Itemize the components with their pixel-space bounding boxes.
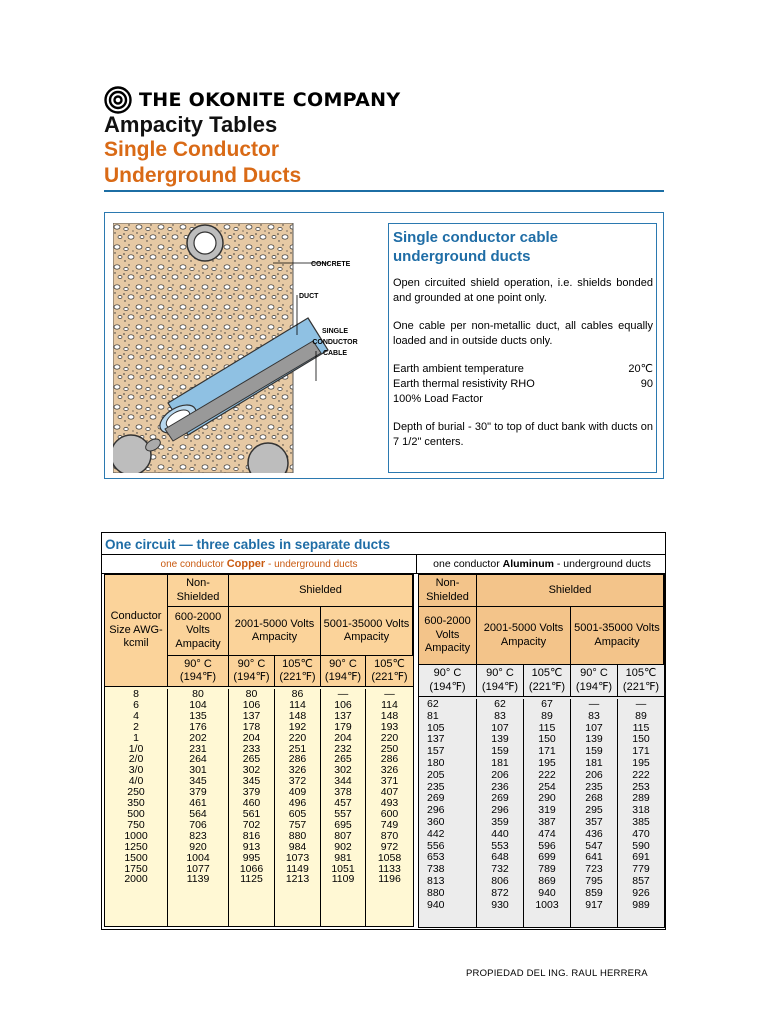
ambient-label: Earth ambient temperature xyxy=(393,363,524,375)
column-al-5001-105-cell: 470 xyxy=(632,827,650,840)
column-al-5001-105-cell: 691 xyxy=(632,851,650,864)
column-cu-5001-105-cell: 1196 xyxy=(378,873,401,886)
page-subtitle-line2: Underground Ducts xyxy=(104,164,302,187)
column-conductor-size-cell: 1500 xyxy=(124,851,148,864)
footer-text: PROPIEDAD DEL ING. RAUL HERRERA xyxy=(466,968,648,979)
header-90c: 90° C (194℉) xyxy=(321,656,366,687)
column-cu-2001-105-cell: 192 xyxy=(288,720,307,733)
header-90c: 90° C (194℉) xyxy=(229,656,275,687)
column-cu-nonshielded-90-cell: 564 xyxy=(189,807,207,820)
column-cu-2001-105-cell: 114 xyxy=(289,698,306,711)
column-cu-2001-90-cell: 137 xyxy=(242,709,261,722)
column-cu-2001-90-cell: 995 xyxy=(242,851,261,864)
header-non-shielded: Non-Shielded xyxy=(168,575,229,607)
al-header-600-2000: 600-2000 Volts Ampacity xyxy=(419,607,477,665)
label-concrete: CONCRETE xyxy=(311,261,351,268)
column-al-5001-105-cell: 222 xyxy=(632,768,650,781)
column-cu-5001-90-cell: 902 xyxy=(334,840,352,853)
column-al-5001-90-cell: 917 xyxy=(585,898,603,911)
column-cu-5001-90-cell: 302 xyxy=(334,764,352,777)
al-header-90c: 90° C (194℉) xyxy=(571,665,618,697)
column-cu-2001-90-cell: 816 xyxy=(242,829,261,842)
column-cu-2001-90-cell: 178 xyxy=(242,720,261,733)
column-al-2001-105-cell: 789 xyxy=(538,863,556,876)
column-cu-2001-105 xyxy=(275,689,321,926)
column-al-nonshielded-90-cell: 738 xyxy=(427,863,445,876)
column-cu-5001-90 xyxy=(321,689,366,926)
column-al-2001-90-cell: 62 xyxy=(494,698,506,710)
column-cu-2001-105-cell: 1073 xyxy=(285,851,310,864)
column-al-5001-105 xyxy=(618,699,664,927)
column-al-5001-105-cell: 989 xyxy=(632,898,650,911)
duct-bank-illustration xyxy=(113,223,387,473)
aluminum-caption xyxy=(416,555,667,573)
column-al-5001-105-cell: 150 xyxy=(632,733,650,746)
header-105c: 105℃ (221℉) xyxy=(275,656,321,687)
column-cu-5001-105-cell: 371 xyxy=(380,775,399,788)
column-al-2001-105-cell: 596 xyxy=(538,839,556,852)
aluminum-caption-post: - underground ducts xyxy=(553,558,651,570)
column-al-nonshielded-90-cell: 157 xyxy=(427,745,445,758)
column-al-2001-105-cell: 290 xyxy=(538,792,556,805)
column-al-5001-90-cell: 206 xyxy=(585,768,603,781)
column-al-2001-105-cell: 195 xyxy=(538,756,556,769)
column-cu-nonshielded-90 xyxy=(168,689,229,926)
column-cu-2001-90 xyxy=(229,689,275,926)
column-al-5001-90-cell: 547 xyxy=(585,839,603,852)
column-al-2001-105-cell: 319 xyxy=(538,804,556,817)
column-al-nonshielded-90-cell: 180 xyxy=(427,756,445,769)
description-heading: Single conductor cable underground ducts xyxy=(393,229,559,265)
column-cu-5001-105-cell: 493 xyxy=(380,797,399,810)
column-cu-2001-90-cell: 1066 xyxy=(239,862,264,875)
al-header-105c: 105℃ (221℉) xyxy=(524,665,571,697)
column-cu-2001-105-cell: 220 xyxy=(288,731,307,744)
column-al-nonshielded-90-cell: 653 xyxy=(427,851,445,864)
copper-caption-post: - underground ducts xyxy=(265,559,358,570)
column-cu-2001-105-cell: 148 xyxy=(288,709,307,722)
column-cu-5001-90-cell: — xyxy=(337,688,349,700)
column-al-2001-90-cell: 359 xyxy=(491,815,509,828)
column-cu-2001-105-cell: 372 xyxy=(288,775,307,788)
column-conductor-size-cell: 1/0 xyxy=(128,742,144,755)
column-conductor-size-cell: 6 xyxy=(133,698,139,711)
info-panel xyxy=(104,212,664,479)
column-cu-2001-105-cell: 1213 xyxy=(285,873,310,886)
column-al-2001-105-cell: 940 xyxy=(538,886,556,899)
column-al-2001-90-cell: 181 xyxy=(491,756,509,769)
column-cu-nonshielded-90-cell: 176 xyxy=(189,720,207,733)
column-al-2001-90-cell: 872 xyxy=(491,886,509,899)
column-al-2001-105 xyxy=(524,699,571,927)
aluminum-caption-metal: Aluminum xyxy=(502,558,554,570)
column-cu-5001-105-cell: 972 xyxy=(380,840,399,853)
description-box xyxy=(388,223,657,473)
column-al-5001-105-cell: 195 xyxy=(632,756,650,769)
column-al-2001-105-cell: 254 xyxy=(538,780,556,793)
column-al-nonshielded-90-cell: 62 xyxy=(427,698,439,710)
column-cu-nonshielded-90-cell: 1139 xyxy=(186,873,210,886)
column-al-nonshielded-90-cell: 235 xyxy=(427,780,445,793)
column-cu-5001-105-cell: 193 xyxy=(380,720,399,733)
column-cu-5001-105 xyxy=(366,689,413,926)
rho-value: 90 xyxy=(640,378,653,390)
column-al-5001-105-cell: — xyxy=(635,698,647,710)
column-al-nonshielded-90-cell: 940 xyxy=(427,898,445,911)
column-conductor-size xyxy=(105,689,168,926)
column-conductor-size-cell: 350 xyxy=(127,797,145,810)
column-al-5001-90-cell: 859 xyxy=(585,886,603,899)
column-cu-5001-90-cell: 457 xyxy=(334,797,352,810)
copper-caption-metal: Copper xyxy=(226,558,266,570)
column-al-nonshielded-90-cell: 813 xyxy=(427,874,445,887)
column-cu-5001-90-cell: 981 xyxy=(334,851,352,864)
column-conductor-size-cell: 4 xyxy=(133,709,139,722)
column-al-5001-105-cell: 385 xyxy=(632,815,650,828)
column-cu-5001-90-cell: 265 xyxy=(334,753,352,766)
column-al-5001-90-cell: 357 xyxy=(585,815,603,828)
label-cable-3: CABLE xyxy=(322,350,348,357)
ampacity-table xyxy=(101,532,666,930)
column-al-2001-105-cell: 699 xyxy=(538,851,556,864)
column-conductor-size-cell: 4/0 xyxy=(128,775,144,788)
column-al-nonshielded-90-cell: 205 xyxy=(427,768,445,781)
column-cu-5001-105-cell: 250 xyxy=(380,742,399,755)
column-al-5001-90-cell: 641 xyxy=(585,851,603,864)
aluminum-caption-pre: one conductor xyxy=(433,558,503,570)
header-600-2000: 600-2000 Volts Ampacity xyxy=(168,607,229,656)
column-al-2001-105-cell: 869 xyxy=(538,874,556,887)
column-al-2001-90-cell: 806 xyxy=(491,874,509,887)
column-al-5001-90-cell: 139 xyxy=(585,733,603,746)
column-cu-nonshielded-90-cell: 920 xyxy=(189,840,207,853)
column-al-nonshielded-90-cell: 442 xyxy=(427,827,445,840)
column-cu-5001-90-cell: 378 xyxy=(334,786,352,799)
column-al-2001-105-cell: 474 xyxy=(538,827,556,840)
column-cu-5001-105-cell: 407 xyxy=(380,786,399,799)
column-cu-nonshielded-90-cell: 461 xyxy=(189,797,207,810)
column-cu-nonshielded-90-cell: 823 xyxy=(189,829,207,842)
header-divider xyxy=(104,190,664,192)
column-al-nonshielded-90-cell: 360 xyxy=(427,815,445,828)
company-logo xyxy=(104,86,454,114)
column-al-2001-90-cell: 553 xyxy=(491,839,509,852)
column-cu-nonshielded-90-cell: 104 xyxy=(189,698,207,711)
column-cu-nonshielded-90-cell: 135 xyxy=(189,709,207,722)
column-al-2001-105-cell: 171 xyxy=(538,745,556,758)
column-al-5001-105-cell: 253 xyxy=(632,780,650,793)
column-cu-5001-105-cell: — xyxy=(384,688,395,700)
column-cu-2001-90-cell: 561 xyxy=(242,807,261,820)
al-header-2001-5000: 2001-5000 Volts Ampacity xyxy=(477,607,571,665)
column-al-2001-90-cell: 440 xyxy=(491,827,509,840)
column-al-nonshielded-90-cell: 880 xyxy=(427,886,445,899)
load-factor: 100% Load Factor xyxy=(393,393,483,405)
page-subtitle-line1: Single Conductor xyxy=(104,138,279,161)
column-al-nonshielded-90-cell: 269 xyxy=(427,792,445,805)
column-al-5001-90-cell: 181 xyxy=(585,756,603,769)
column-al-nonshielded-90 xyxy=(419,699,477,927)
al-header-105c: 105℃ (221℉) xyxy=(618,665,664,697)
column-al-nonshielded-90-cell: 105 xyxy=(427,721,445,734)
column-cu-5001-90-cell: 344 xyxy=(334,775,352,788)
column-al-2001-90-cell: 236 xyxy=(491,780,509,793)
column-cu-2001-90-cell: 204 xyxy=(242,731,261,744)
column-cu-2001-105-cell: 605 xyxy=(288,807,307,820)
column-cu-nonshielded-90-cell: 379 xyxy=(189,786,207,799)
column-cu-2001-90-cell: 460 xyxy=(242,797,261,810)
column-cu-2001-105-cell: 409 xyxy=(288,786,307,799)
column-cu-5001-90-cell: 807 xyxy=(334,829,352,842)
column-al-2001-90-cell: 648 xyxy=(491,851,509,864)
column-conductor-size-cell: 1 xyxy=(133,731,139,744)
copper-table xyxy=(104,574,414,927)
column-cu-2001-105-cell: 880 xyxy=(288,829,307,842)
description-shield: Open circuited shield operation, i.e. shields bonded and grounded at one point only. xyxy=(393,277,653,304)
column-cu-5001-90-cell: 557 xyxy=(334,807,352,820)
column-cu-2001-90-cell: 106 xyxy=(242,698,261,711)
column-cu-nonshielded-90-cell: 301 xyxy=(189,764,207,777)
column-al-2001-90-cell: 269 xyxy=(491,792,509,805)
column-al-nonshielded-90-cell: 81 xyxy=(427,709,439,722)
column-conductor-size-cell: 500 xyxy=(127,807,145,820)
column-cu-nonshielded-90-cell: 202 xyxy=(189,731,207,744)
column-cu-2001-105-cell: 984 xyxy=(288,840,307,853)
column-cu-2001-105-cell: 251 xyxy=(288,742,307,755)
column-al-5001-105-cell: 171 xyxy=(632,745,650,758)
column-cu-2001-105-cell: 86 xyxy=(291,688,304,700)
al-header-90c: 90° C (194℉) xyxy=(477,665,524,697)
column-al-2001-105-cell: 89 xyxy=(541,709,553,722)
al-header-non-shielded: Non-Shielded xyxy=(419,575,477,607)
column-al-5001-90 xyxy=(571,699,618,927)
column-cu-5001-105-cell: 114 xyxy=(381,698,398,711)
column-al-5001-90-cell: 159 xyxy=(585,745,603,758)
column-al-5001-105-cell: 318 xyxy=(632,804,650,817)
column-al-2001-90-cell: 159 xyxy=(491,745,509,758)
column-cu-5001-90-cell: 137 xyxy=(334,709,352,722)
column-cu-2001-105-cell: 757 xyxy=(288,818,307,831)
column-cu-2001-105-cell: 326 xyxy=(288,764,307,777)
copper-caption-pre: one conductor xyxy=(160,559,227,570)
column-conductor-size-cell: 2000 xyxy=(124,873,148,886)
column-conductor-size-cell: 2 xyxy=(133,720,139,733)
column-al-2001-105-cell: 67 xyxy=(541,698,553,710)
okonite-rings-icon xyxy=(104,86,132,114)
column-cu-nonshielded-90-cell: 1077 xyxy=(186,862,210,875)
al-header-shielded: Shielded xyxy=(477,575,664,607)
column-cu-2001-90-cell: 1125 xyxy=(240,873,263,886)
column-al-5001-90-cell: — xyxy=(588,698,600,710)
column-cu-5001-90-cell: 204 xyxy=(334,731,352,744)
column-cu-2001-90-cell: 265 xyxy=(242,753,261,766)
column-conductor-size-cell: 8 xyxy=(133,688,139,700)
column-al-5001-105-cell: 89 xyxy=(635,709,647,722)
aluminum-table xyxy=(418,574,665,928)
column-cu-2001-105-cell: 496 xyxy=(288,797,307,810)
column-cu-2001-105-cell: 286 xyxy=(288,753,307,766)
column-conductor-size-cell: 1750 xyxy=(124,862,148,875)
column-cu-2001-90-cell: 379 xyxy=(242,786,261,799)
column-cu-nonshielded-90-cell: 1004 xyxy=(186,851,210,864)
column-al-2001-90-cell: 139 xyxy=(491,733,509,746)
ambient-value: 20℃ xyxy=(628,363,653,375)
column-al-2001-90-cell: 930 xyxy=(491,898,509,911)
column-conductor-size-cell: 1250 xyxy=(124,840,148,853)
column-cu-5001-105-cell: 870 xyxy=(380,829,399,842)
column-cu-2001-90-cell: 233 xyxy=(242,742,261,755)
column-cu-5001-90-cell: 179 xyxy=(334,720,352,733)
column-al-nonshielded-90-cell: 556 xyxy=(427,839,445,852)
column-cu-5001-90-cell: 695 xyxy=(334,818,352,831)
column-al-2001-90-cell: 83 xyxy=(494,709,506,722)
header-90c: 90° C (194℉) xyxy=(168,656,229,687)
label-cable-1: SINGLE xyxy=(321,328,349,335)
column-al-2001-90-cell: 732 xyxy=(491,863,509,876)
column-cu-5001-105-cell: 1133 xyxy=(378,862,401,875)
column-al-5001-90-cell: 107 xyxy=(585,721,603,734)
column-cu-5001-90-cell: 106 xyxy=(334,698,352,711)
column-conductor-size-cell: 1000 xyxy=(124,829,148,842)
column-al-5001-90-cell: 436 xyxy=(585,827,603,840)
column-al-5001-90-cell: 795 xyxy=(585,874,603,887)
label-cable-2: CONDUCTOR xyxy=(312,339,358,346)
column-conductor-size-cell: 2/0 xyxy=(128,753,144,766)
column-al-2001-90 xyxy=(477,699,524,927)
column-cu-5001-105-cell: 1058 xyxy=(377,851,402,864)
column-cu-2001-90-cell: 80 xyxy=(245,688,258,700)
column-al-5001-105-cell: 115 xyxy=(632,721,650,734)
column-al-nonshielded-90-cell: 137 xyxy=(427,733,445,746)
column-cu-5001-105-cell: 600 xyxy=(380,807,399,820)
column-cu-5001-90-cell: 1109 xyxy=(331,873,355,886)
column-al-5001-90-cell: 723 xyxy=(585,863,603,876)
column-cu-5001-90-cell: 232 xyxy=(334,742,352,755)
header-5001-35000: 5001-35000 Volts Ampacity xyxy=(321,607,413,656)
column-conductor-size-cell: 3/0 xyxy=(128,764,144,777)
column-al-5001-90-cell: 235 xyxy=(585,780,603,793)
column-al-nonshielded-90-cell: 296 xyxy=(427,804,445,817)
header-2001-5000: 2001-5000 Volts Ampacity xyxy=(229,607,321,656)
column-cu-2001-90-cell: 345 xyxy=(242,775,261,788)
column-al-5001-105-cell: 926 xyxy=(632,886,650,899)
page-title: Ampacity Tables xyxy=(104,112,278,137)
column-al-2001-105-cell: 387 xyxy=(538,815,556,828)
table-title: One circuit — three cables in separate ducts xyxy=(105,537,391,552)
column-cu-5001-105-cell: 749 xyxy=(380,818,399,831)
column-al-5001-90-cell: 295 xyxy=(585,804,603,817)
header-conductor-size: Conductor Size AWG-kcmil xyxy=(105,575,168,687)
column-al-5001-90-cell: 83 xyxy=(588,709,600,722)
column-al-5001-105-cell: 289 xyxy=(632,792,650,805)
description-conditions xyxy=(393,362,653,407)
column-al-5001-105-cell: 857 xyxy=(632,874,650,887)
column-cu-5001-105-cell: 148 xyxy=(380,709,399,722)
column-conductor-size-cell: 250 xyxy=(127,786,145,799)
label-duct: DUCT xyxy=(299,293,319,300)
column-cu-5001-90-cell: 1051 xyxy=(331,862,355,875)
column-cu-nonshielded-90-cell: 345 xyxy=(189,775,207,788)
description-loading: One cable per non-metallic duct, all cables equally loaded and in outside ducts only. xyxy=(393,320,653,347)
column-cu-nonshielded-90-cell: 706 xyxy=(189,818,207,831)
column-cu-5001-105-cell: 326 xyxy=(380,764,399,777)
al-header-90c: 90° C (194℉) xyxy=(419,665,477,697)
column-cu-2001-90-cell: 702 xyxy=(242,818,261,831)
header-shielded: Shielded xyxy=(229,575,413,607)
column-al-2001-90-cell: 107 xyxy=(491,721,509,734)
column-cu-nonshielded-90-cell: 80 xyxy=(192,688,204,700)
column-al-5001-105-cell: 779 xyxy=(632,863,650,876)
rho-label: Earth thermal resistivity RHO xyxy=(393,378,535,390)
column-cu-2001-105-cell: 1149 xyxy=(286,862,309,875)
column-al-2001-105-cell: 115 xyxy=(538,721,556,734)
copper-caption xyxy=(102,555,416,573)
column-al-2001-90-cell: 296 xyxy=(491,804,509,817)
column-al-2001-90-cell: 206 xyxy=(491,768,509,781)
column-al-2001-105-cell: 222 xyxy=(538,768,556,781)
al-header-5001-35000: 5001-35000 Volts Ampacity xyxy=(571,607,664,665)
company-name: THE OKONITE COMPANY xyxy=(139,89,401,111)
column-cu-2001-90-cell: 913 xyxy=(242,840,261,853)
column-cu-nonshielded-90-cell: 231 xyxy=(189,742,207,755)
header-105c: 105℃ (221℉) xyxy=(366,656,413,687)
column-cu-2001-90-cell: 302 xyxy=(242,764,261,777)
column-al-5001-90-cell: 268 xyxy=(585,792,603,805)
column-al-2001-105-cell: 1003 xyxy=(535,898,559,911)
column-cu-5001-105-cell: 220 xyxy=(380,731,399,744)
description-burial: Depth of burial - 30" to top of duct bank with ducts on 7 1/2" centers. xyxy=(393,421,653,448)
column-al-5001-105-cell: 590 xyxy=(632,839,650,852)
column-conductor-size-cell: 750 xyxy=(127,818,145,831)
column-al-2001-105-cell: 150 xyxy=(538,733,556,746)
column-cu-5001-105-cell: 286 xyxy=(380,753,399,766)
column-cu-nonshielded-90-cell: 264 xyxy=(189,753,207,766)
